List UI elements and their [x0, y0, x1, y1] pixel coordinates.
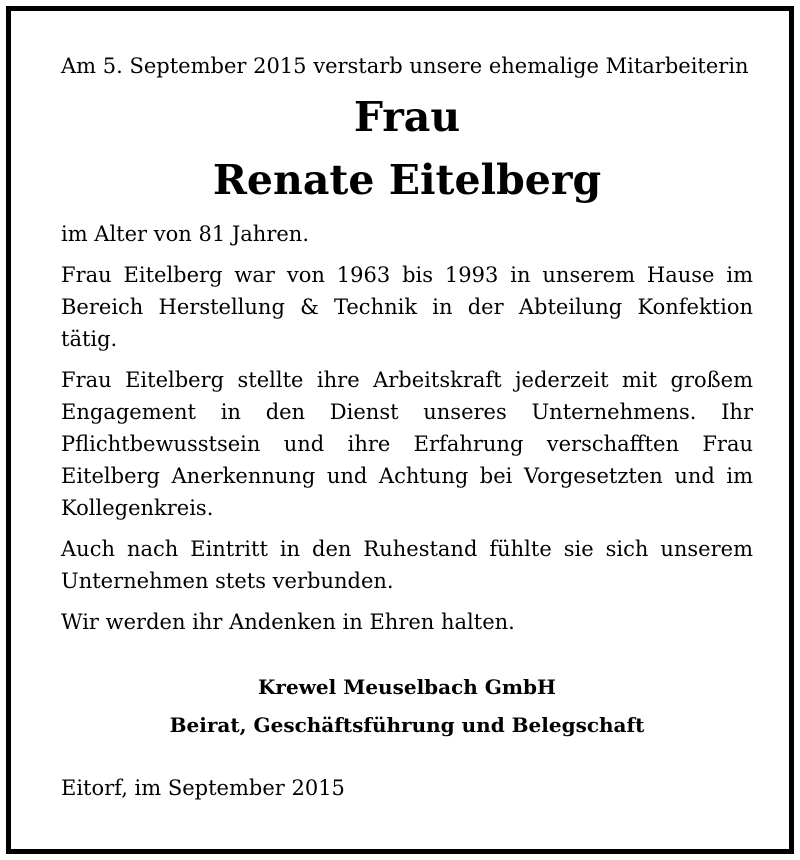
paragraph-retirement: Auch nach Eintritt in den Ruhestand fühlte sie sich unserem Unternehmen stets verbunden.	[61, 537, 753, 593]
paragraph-remembrance: Wir werden ihr Andenken in Ehren halten.	[61, 610, 515, 634]
age-line: im Alter von 81 Jahren.	[61, 222, 310, 246]
signatory-group: Beirat, Geschäftsführung und Belegschaft	[169, 713, 645, 737]
name-title: Frau	[353, 93, 461, 141]
signature-block	[61, 668, 753, 744]
obituary-notice	[6, 6, 794, 854]
intro-line: Am 5. September 2015 verstarb unsere ehemalige Mitarbeiterin	[61, 54, 749, 78]
paragraph-employment: Frau Eitelberg war von 1963 bis 1993 in unserem Hause im Bereich Herstellung & Technik in der Abteilung Konfektion tätig.	[61, 263, 753, 351]
name-full: Renate Eitelberg	[212, 156, 602, 204]
place-date: Eitorf, im September 2015	[61, 776, 345, 800]
paragraph-engagement: Frau Eitelberg stellte ihre Arbeitskraft jederzeit mit großem Engagement in den Dienst unseres Unternehmens. Ihr Pflichtbewusstsein und ihre Erfahrung verschafften Frau Eitelberg Anerkennung und Achtung bei Vorgesetzten und im Kollegenkreis.	[61, 368, 753, 520]
notice-content	[61, 51, 753, 824]
deceased-name	[61, 86, 753, 212]
company-name: Krewel Meuselbach GmbH	[258, 675, 556, 699]
